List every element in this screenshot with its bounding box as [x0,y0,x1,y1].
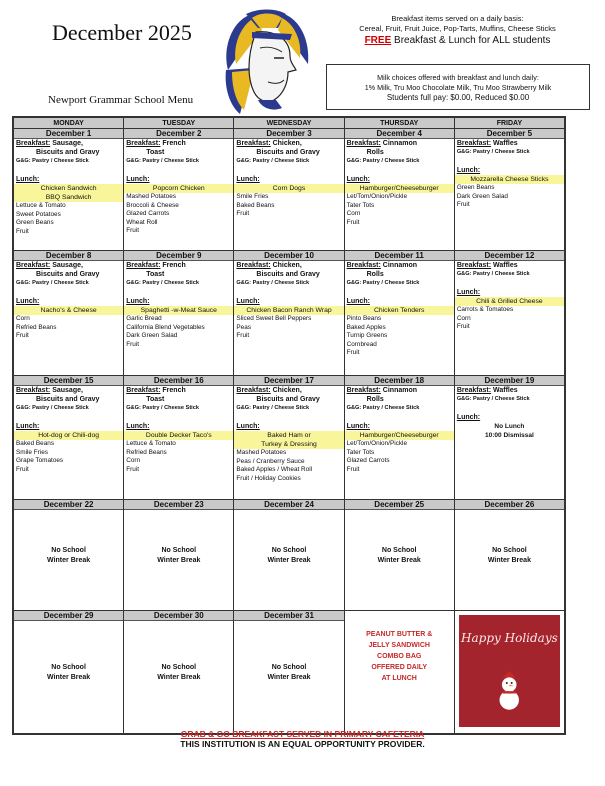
breakfast-line: Breakfast: French [126,262,186,269]
breakfast-line: Breakfast: Waffles [456,262,518,269]
lunch-entree: Corn Dogs [234,184,343,193]
lunch-label: Lunch: [456,414,481,421]
day-cell [234,251,344,375]
side-item: Tater Tots [346,448,375,456]
pbj-note: PEANUT BUTTER & JELLY SANDWICH COMBO BAG OFFERED DAILY AT LUNCH [366,631,433,682]
side-item: Fruit [16,227,29,235]
breakfast-item: Biscuits and Gravy [36,396,100,403]
week-row [14,129,564,251]
breakfast-line: Breakfast: Chicken, [236,387,302,394]
lunch-entree: Nacho's & Cheese [14,306,123,315]
day-cell [455,376,564,499]
side-item: Fruit [346,349,360,357]
side-item: Fruit [236,332,250,340]
side-item: Baked Apples [346,323,386,331]
free-word: FREE [364,35,392,46]
side-item: Green Beans [456,184,495,191]
lunch-label: Lunch: [126,423,150,430]
breakfast-item: Biscuits and Gravy [256,271,320,278]
weekday-header: WEDNESDAY [234,118,344,128]
day-cell [124,129,234,250]
holiday-card [459,615,560,727]
milk-heading: Milk choices offered with breakfast and lunch daily: [377,73,539,82]
day-cell [14,500,124,610]
lunch-label: Lunch: [16,423,40,430]
day-date: December 19 [455,376,564,386]
side-item: Smile Fries [236,193,269,200]
day-date: December 26 [455,500,564,510]
day-date: December 10 [234,251,343,261]
menu-calendar [12,116,566,735]
breakfast-line: Breakfast: Sausage, [16,140,83,147]
weekday-header: TUESDAY [124,118,234,128]
side-item: Green Beans [16,219,54,227]
day-date: December 8 [14,251,123,261]
free-meals-note [325,34,590,47]
lunch-label: Lunch: [16,176,40,183]
day-cell [345,376,455,499]
lunch-label: Lunch: [236,298,260,305]
side-item: Refried Beans [16,323,57,331]
grab-and-go-item: G&G: Pastry / Cheese Stick [456,271,530,277]
side-item: Corn [126,457,141,465]
day-date: December 9 [124,251,233,261]
weekday-header: THURSDAY [345,118,455,128]
side-item: Pinto Beans [346,315,382,322]
side-item: Baked Beans [16,440,55,447]
lunch-entree: Hot-dog or Chili-dog [14,431,123,440]
side-item: Baked Apples / Wheat Roll [236,466,313,474]
lunch-entree: Hamburger/Cheeseburger [345,431,454,440]
no-school-text: No School Winter Break [267,664,311,681]
lunch-label: Lunch: [346,298,370,305]
no-school-text: No School Winter Break [47,664,91,681]
equal-opportunity-note: THIS INSTITUTION IS AN EQUAL OPPORTUNITY PROVIDER. [180,739,425,749]
grab-and-go-item: G&G: Pastry / Cheese Stick [16,405,89,411]
week-row [14,376,564,500]
week-row [14,251,564,376]
side-item: Lettuce & Tomato [16,202,66,209]
breakfast-line: Breakfast: Waffles [456,140,518,147]
breakfast-line: Breakfast: French [126,140,186,147]
day-cell [455,500,564,610]
milk-options: 1% Milk, Tru Moo Chocolate Milk, Tru Moo Strawberry Milk [364,83,552,92]
lunch-entree: Popcorn Chicken [124,184,233,193]
grab-and-go-item: G&G: Pastry / Cheese Stick [346,280,420,286]
day-cell [345,129,455,250]
day-date: December 4 [345,129,454,139]
side-item: Corn [456,314,471,322]
side-item: Fruit / Holiday Cookies [236,474,301,482]
pay-info: Students full pay: $0.00, Reduced $0.00 [386,93,530,102]
no-school-text: No School Winter Break [47,547,91,564]
day-date: December 11 [345,251,454,261]
day-cell [234,129,344,250]
grab-and-go-item: G&G: Pastry / Cheese Stick [236,280,310,286]
day-cell [14,251,124,375]
day-date: December 17 [234,376,343,386]
milk-info-box [326,64,590,110]
no-school-text: No School Winter Break [157,547,201,564]
lunch-entree: Chicken Sandwich [14,184,123,193]
breakfast-item: Biscuits and Gravy [36,149,100,156]
side-item: Fruit [16,465,29,473]
side-item: Fruit [456,323,470,331]
grab-and-go-item: G&G: Pastry / Cheese Stick [456,149,530,155]
side-item: Fruit [126,465,139,473]
day-date: December 16 [124,376,233,386]
day-date: December 25 [345,500,454,510]
day-date: December 12 [455,251,564,261]
day-cell [124,376,234,499]
breakfast-item: Rolls [366,396,384,403]
side-item: Broccoli & Cheese [126,201,179,209]
day-cell [234,376,344,499]
side-item: Peas [236,323,251,331]
side-item: Carrots & Tomatoes [456,306,514,313]
lunch-label: Lunch: [346,423,370,430]
day-cell [234,500,344,610]
side-item: Sweet Potatoes [16,210,61,218]
lunch-label: Lunch: [126,176,150,183]
no-school-text: No School Winter Break [377,547,421,564]
side-item: Grape Tomatoes [16,457,64,465]
lunch-entree: Chicken Bacon Ranch Wrap [234,306,343,315]
holiday-greeting: Happy Holidays [461,631,558,645]
lunch-entree: Turkey & Dressing [234,440,343,449]
lunch-entree: Hamburger/Cheeseburger [345,184,454,193]
day-cell [14,129,124,250]
dismissal-note: No Lunch [494,423,525,430]
breakfast-line: Breakfast: Sausage, [16,387,83,394]
side-item: Corn [16,315,30,322]
day-cell [124,611,234,733]
week-row [14,611,564,733]
grab-and-go-item: G&G: Pastry / Cheese Stick [346,405,420,411]
school-name: Newport Grammar School Menu [48,94,194,106]
breakfast-line: Breakfast: Cinnamon [346,140,418,147]
day-cell [124,500,234,610]
side-item: Sliced Sweet Bell Peppers [236,315,312,322]
day-cell [14,376,124,499]
day-date: December 5 [455,129,564,139]
day-cell [14,611,124,733]
pbj-note-cell [345,611,455,733]
side-item: Dark Green Salad [456,192,508,200]
snowman-icon [489,662,529,720]
lunch-label: Lunch: [236,176,260,183]
lunch-entree: Spaghetti -w-Meat Sauce [124,306,233,315]
lunch-label: Lunch: [346,176,370,183]
day-date: December 2 [124,129,233,139]
side-item: Glazed Carrots [126,210,170,218]
breakfast-line: Breakfast: Sausage, [16,262,83,269]
day-date: December 18 [345,376,454,386]
grab-and-go-note: GRAB & GO BREAKFAST SERVED IN PRIMARY CAFETERIA [180,729,425,739]
breakfast-line: Breakfast: Cinnamon [346,387,418,394]
side-item: Fruit [456,201,470,209]
side-item: Fruit [126,340,139,348]
side-item: Fruit [236,210,250,218]
day-date: December 31 [234,611,343,621]
breakfast-item: Rolls [366,149,384,156]
side-item: Tater Tots [346,201,375,209]
side-item: Fruit [16,332,29,340]
grab-and-go-item: G&G: Pastry / Cheese Stick [236,405,310,411]
side-item: Turnip Greens [346,332,388,340]
mascot-logo [218,8,316,118]
grab-and-go-item: G&G: Pastry / Cheese Stick [236,158,310,164]
breakfast-item: Biscuits and Gravy [256,396,320,403]
weekday-header: MONDAY [14,118,124,128]
side-item: Corn [346,210,361,218]
breakfast-heading: Breakfast items served on a daily basis: [391,14,524,23]
grab-and-go-item: G&G: Pastry / Cheese Stick [456,396,530,402]
side-item: Wheat Roll [126,218,158,226]
weekday-header-row [14,118,564,129]
day-cell [455,251,564,375]
free-text: Breakfast & Lunch for ALL students [391,35,551,46]
breakfast-item: Biscuits and Gravy [256,149,320,156]
breakfast-info [325,14,590,47]
breakfast-line: Breakfast: French [126,387,186,394]
lunch-label: Lunch: [236,423,260,430]
side-item: Smile Fries [16,448,48,456]
lunch-entree: Double Decker Taco's [124,431,233,440]
weekday-header: FRIDAY [496,120,523,127]
breakfast-line: Breakfast: Waffles [456,387,518,394]
grab-and-go-item: G&G: Pastry / Cheese Stick [126,405,199,411]
breakfast-item: Biscuits and Gravy [36,271,100,278]
lunch-entree: Mozzarella Cheese Sticks [455,175,564,184]
day-cell [345,500,455,610]
side-item: Peas / Cranberry Sauce [236,457,305,465]
day-date: December 24 [234,500,343,510]
day-date: December 22 [14,500,123,510]
breakfast-item: Toast [146,271,165,278]
side-item: Fruit [346,465,360,473]
side-item: Dark Green Salad [126,332,178,340]
side-item: Baked Beans [236,201,275,209]
day-date: December 3 [234,129,343,139]
breakfast-item: Rolls [366,271,384,278]
lunch-label: Lunch: [16,298,40,305]
week-row [14,500,564,611]
lunch-entree: Chicken Tenders [345,306,454,315]
lunch-label: Lunch: [126,298,150,305]
day-date: December 15 [14,376,123,386]
side-item: Let/Tom/Onion/Pickle [346,193,407,200]
day-date: December 29 [14,611,123,621]
lunch-label: Lunch: [456,167,481,174]
lunch-label: Lunch: [456,289,481,296]
side-item: Garlic Bread [126,315,162,322]
lunch-entree: Baked Ham or [234,431,343,440]
grab-and-go-item: G&G: Pastry / Cheese Stick [346,158,420,164]
side-item: Mashed Potatoes [236,449,287,456]
grab-and-go-item: G&G: Pastry / Cheese Stick [126,280,199,286]
side-item: Glazed Carrots [346,457,390,465]
side-item: Lettuce & Tomato [126,440,176,447]
side-item: Fruit [126,227,139,235]
breakfast-items: Cereal, Fruit, Fruit Juice, Pop-Tarts, Muffins, Cheese Sticks [359,24,556,33]
no-school-text: No School Winter Break [487,547,531,564]
no-school-text: No School Winter Break [267,547,311,564]
lunch-entree: BBQ Sandwich [14,193,123,202]
breakfast-line: Breakfast: Chicken, [236,140,302,147]
breakfast-item: Toast [146,149,165,156]
day-date: December 1 [14,129,123,139]
day-cell [455,129,564,250]
breakfast-item: Toast [146,396,165,403]
holiday-card-cell [455,611,564,733]
grab-and-go-item: G&G: Pastry / Cheese Stick [126,158,199,164]
side-item: Cornbread [346,340,377,348]
day-cell [234,611,344,733]
side-item: Refried Beans [126,448,167,456]
dismissal-note: 10:00 Dismissal [485,432,534,439]
page-title: December 2025 [52,20,192,45]
grab-and-go-item: G&G: Pastry / Cheese Stick [16,280,89,286]
breakfast-line: Breakfast: Chicken, [236,262,302,269]
day-date: December 23 [124,500,233,510]
lunch-entree: Chili & Grilled Cheese [455,297,564,306]
side-item: Fruit [346,218,360,226]
grab-and-go-item: G&G: Pastry / Cheese Stick [16,158,89,164]
day-date: December 30 [124,611,233,621]
no-school-text: No School Winter Break [157,664,201,681]
day-cell [124,251,234,375]
side-item: Let/Tom/Onion/Pickle [346,440,407,447]
side-item: Mashed Potatoes [126,193,176,200]
side-item: California Blend Vegetables [126,323,205,331]
breakfast-line: Breakfast: Cinnamon [346,262,418,269]
day-cell [345,251,455,375]
